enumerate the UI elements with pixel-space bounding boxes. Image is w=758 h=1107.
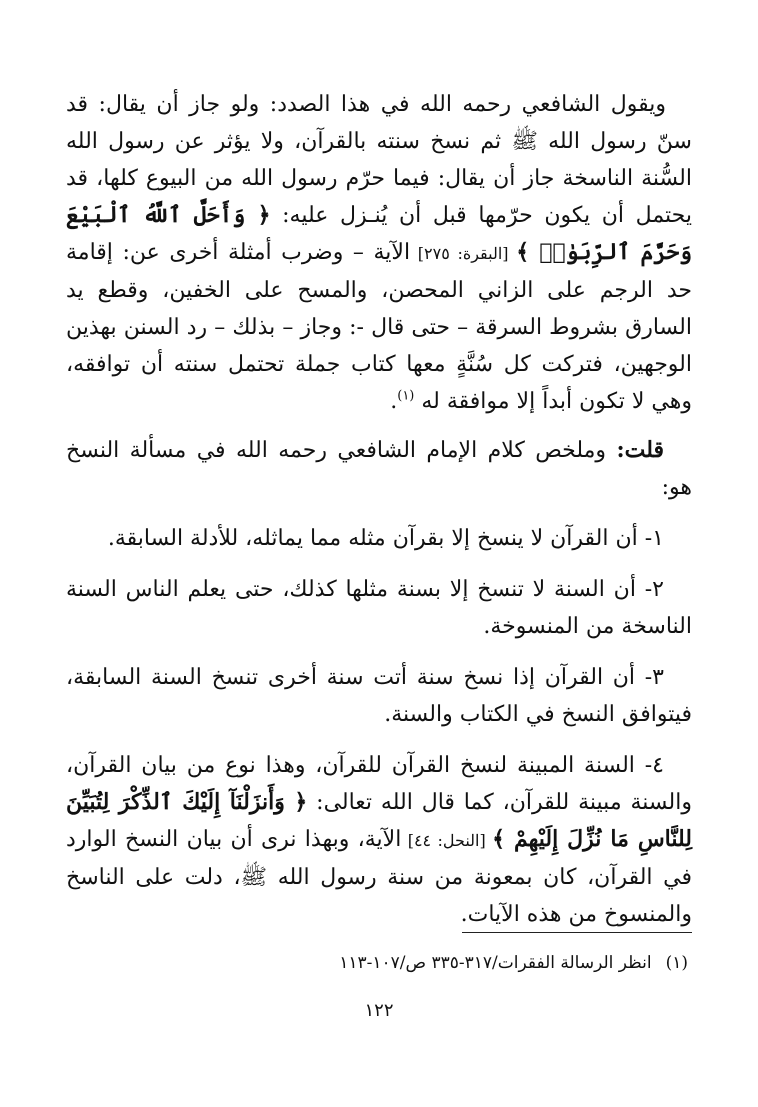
paragraph-text: وملخص كلام الإمام الشافعي رحمه الله في مسألة النسخ هو:	[66, 438, 692, 500]
footnote-number: (١)	[665, 953, 688, 973]
footnote-marker[interactable]: (١)	[397, 388, 415, 404]
list-item-2: ٢- أن السنة لا تنسخ إلا بسنة مثلها كذلك، حتى يعلم الناس السنة الناسخة من المنسوخة.	[66, 577, 692, 639]
paragraph-text: ٤- السنة المبينة لنسخ القرآن للقرآن، وهذا نوع من بيان القرآن، والسنة مبينة للقرآن، كما قال الله تعالى:	[66, 753, 692, 815]
paragraph-text: ويقول الشافعي رحمه الله في هذا الصدد: ولو جاز أن يقال: قد سنّ رسول الله ﷺ ثم نسخ سنته بالقرآن، ولا يؤثر عن رسول الله السُّنة الناسخة جاز أن يقال: فيما حرّم رسول الله من البيوع كلها، قد يحتمل أن يكون حرّمها قبل أن يُنـزل عليه:	[66, 92, 692, 228]
paragraph-text: الآية، وبهذا نرى أن بيان النسخ الوارد في القرآن، كان بمعونة من سنة رسول الله ﷺ، دلت على الناسخ والمنسوخ من هذه الآيات.	[66, 827, 692, 927]
footnote-divider	[462, 932, 692, 933]
quran-verse: ﴿ وَأَنزَلْنَآ إِلَيْكَ ٱلذِّكْرَ لِتُبَيِّنَ لِلنَّاسِ مَا نُزِّلَ إِلَيْهِمْ ﴾	[66, 789, 692, 852]
footnote-text: انظر الرسالة الفقرات/٣١٧-٣٣٥ ص/١٠٧-١١٣	[339, 953, 652, 973]
list-item-4	[66, 747, 692, 933]
paragraph-text: الآية – وضرب أمثلة أخرى عن: إقامة حد الرجم على الزاني المحصن، والمسح على الخفين، وقطع يد السارق بشروط السرقة – حتى قال -: وجاز – بذلك – رد السنن بهذين الوجهين، فتركت كل سُنَّةٍ معها كتاب جملة تحتمل سنته أن توافقه، وهي لا تكون أبداً إلا موافقة له	[66, 240, 692, 414]
paragraph-shafii-quote	[66, 86, 692, 420]
list-item-3: ٣- أن القرآن إذا نسخ سنة أتت سنة أخرى تنسخ السنة السابقة، فيتوافق النسخ في الكتاب والسنة.	[66, 665, 692, 727]
summary-lead: قلت:	[616, 437, 664, 463]
verse-reference: [النحل: ٤٤]	[401, 831, 493, 850]
quran-verse: ﴿ وَأَحَلَّ ٱللَّهُ ٱلْبَيْعَ وَحَرَّمَ ٱلرِّبَوٰا۟ ﴾	[66, 202, 693, 265]
page-number: ١٢٢	[364, 1000, 394, 1021]
verse-reference: [البقرة: ٢٧٥]	[410, 244, 517, 263]
main-text	[66, 86, 692, 947]
list-item-1: ١- أن القرآن لا ينسخ إلا بقرآن مثله مما يماثله، للأدلة السابقة.	[107, 526, 664, 551]
paragraph-summary	[66, 432, 692, 506]
paragraph-end: .	[390, 389, 398, 414]
footnote	[66, 950, 688, 976]
